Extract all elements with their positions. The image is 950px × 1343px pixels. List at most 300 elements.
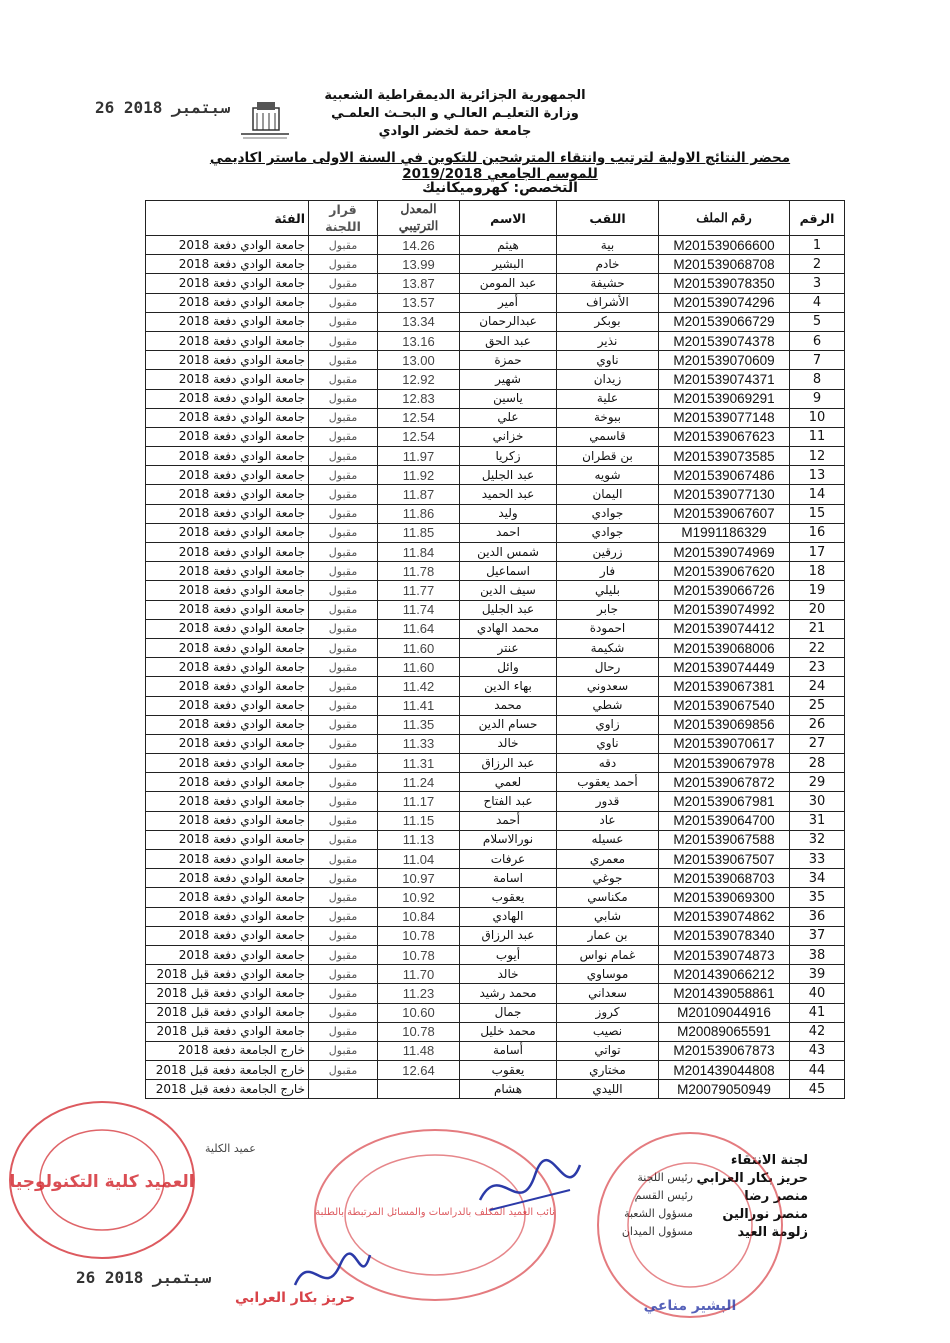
- table-row: [146, 351, 845, 370]
- ranking-average: 11.84: [378, 543, 460, 562]
- committee-decision: مقبول: [309, 907, 378, 926]
- table-row: [146, 792, 845, 811]
- last-name: نصيب: [557, 1022, 659, 1041]
- row-number: 1: [790, 236, 845, 255]
- row-number: 44: [790, 1061, 845, 1080]
- stamp-text-right: البشير مناعي: [643, 1298, 737, 1314]
- category: جامعة الوادي دفعة 2018: [146, 658, 309, 677]
- committee-decision: مقبول: [309, 715, 378, 734]
- row-number: 20: [790, 600, 845, 619]
- category: جامعة الوادي دفعة 2018: [146, 754, 309, 773]
- ranking-average: 11.85: [378, 523, 460, 542]
- ranking-average: 12.64: [378, 1061, 460, 1080]
- file-number: M201439044808: [659, 1061, 790, 1080]
- first-name: نورالاسلام: [460, 830, 557, 849]
- table-row: [146, 236, 845, 255]
- table-row: [146, 965, 845, 984]
- member-name: زلومة العيد: [737, 1225, 808, 1240]
- committee-decision: مقبول: [309, 850, 378, 869]
- first-name: أيوب: [460, 945, 557, 964]
- table-row: [146, 926, 845, 945]
- last-name: جوغي: [557, 869, 659, 888]
- first-name: عنتر: [460, 638, 557, 657]
- row-number: 12: [790, 447, 845, 466]
- last-name: رحال: [557, 658, 659, 677]
- committee-decision: مقبول: [309, 888, 378, 907]
- table-row: [146, 562, 845, 581]
- member-role: مسؤول الميدان: [621, 1225, 693, 1238]
- file-number: M201539067607: [659, 504, 790, 523]
- ranking-average: 11.60: [378, 638, 460, 657]
- signature-name: حريز بكار العرابي: [235, 1290, 356, 1306]
- row-number: 8: [790, 370, 845, 389]
- category: جامعة الوادي دفعة 2018: [146, 485, 309, 504]
- row-number: 11: [790, 427, 845, 446]
- committee-decision: مقبول: [309, 945, 378, 964]
- stamp-text-center: نائب العميد المكلف بالدراسات والمسائل المرتبطة بالطلبة: [315, 1207, 555, 1218]
- last-name: دقه: [557, 754, 659, 773]
- last-name: عسيله: [557, 830, 659, 849]
- last-name: جوادي: [557, 504, 659, 523]
- first-name: زكريا: [460, 447, 557, 466]
- table-row: [146, 331, 845, 350]
- first-name: احمد: [460, 523, 557, 542]
- table-row: [146, 466, 845, 485]
- ranking-average: 10.84: [378, 907, 460, 926]
- file-number: M201439066212: [659, 965, 790, 984]
- file-number: M201539074412: [659, 619, 790, 638]
- table-row: [146, 1061, 845, 1080]
- category: جامعة الوادي دفعة 2018: [146, 619, 309, 638]
- file-number: M201539067620: [659, 562, 790, 581]
- file-number: M201539067981: [659, 792, 790, 811]
- committee-decision: مقبول: [309, 830, 378, 849]
- committee-decision: مقبول: [309, 696, 378, 715]
- first-name: هشام: [460, 1080, 557, 1099]
- file-number: M201539069291: [659, 389, 790, 408]
- row-number: 27: [790, 734, 845, 753]
- category: جامعة الوادي دفعة 2018: [146, 600, 309, 619]
- first-name: هيثم: [460, 236, 557, 255]
- last-name: بوبكر: [557, 312, 659, 331]
- last-name: عاد: [557, 811, 659, 830]
- category: جامعة الوادي دفعة 2018: [146, 926, 309, 945]
- ranking-average: 11.33: [378, 734, 460, 753]
- first-name: بهاء الدين: [460, 677, 557, 696]
- table-row: [146, 504, 845, 523]
- ranking-average: 11.86: [378, 504, 460, 523]
- category: جامعة الوادي دفعة 2018: [146, 255, 309, 274]
- committee-decision: مقبول: [309, 543, 378, 562]
- category: جامعة الوادي دفعة 2018: [146, 274, 309, 293]
- category: جامعة الوادي دفعة 2018: [146, 945, 309, 964]
- ranking-average: 11.04: [378, 850, 460, 869]
- table-row: [146, 485, 845, 504]
- first-name: الهادي: [460, 907, 557, 926]
- last-name: بية: [557, 236, 659, 255]
- ranking-average: 11.23: [378, 984, 460, 1003]
- member-name: حريز بكار العرابي: [696, 1171, 808, 1186]
- last-name: ببوخة: [557, 408, 659, 427]
- row-number: 40: [790, 984, 845, 1003]
- ranking-average: 12.83: [378, 389, 460, 408]
- category: جامعة الوادي دفعة 2018: [146, 792, 309, 811]
- row-number: 18: [790, 562, 845, 581]
- committee-decision: مقبول: [309, 677, 378, 696]
- file-number: M201539067588: [659, 830, 790, 849]
- table-row: [146, 427, 845, 446]
- first-name: اسماعيل: [460, 562, 557, 581]
- last-name: شكيمة: [557, 638, 659, 657]
- category: جامعة الوادي دفعة 2018: [146, 850, 309, 869]
- committee-decision: مقبول: [309, 638, 378, 657]
- file-number: M201539070617: [659, 734, 790, 753]
- ministry-line: وزارة التعليـم العالـي و البحـث العلمـي: [331, 106, 579, 121]
- table-row: [146, 312, 845, 331]
- table-row: [146, 696, 845, 715]
- first-name: عبد الفتاح: [460, 792, 557, 811]
- column-header: اللقب: [557, 201, 659, 236]
- ranking-average: 10.97: [378, 869, 460, 888]
- category: جامعة الوادي دفعة 2018: [146, 677, 309, 696]
- stamp-text-left: العميد كلية التكنولوجيا: [9, 1172, 195, 1192]
- first-name: خزاني: [460, 427, 557, 446]
- last-name: احمودة: [557, 619, 659, 638]
- ranking-average: 13.57: [378, 293, 460, 312]
- table-row: [146, 293, 845, 312]
- row-number: 22: [790, 638, 845, 657]
- first-name: عرفات: [460, 850, 557, 869]
- table-row: [146, 638, 845, 657]
- file-number: M201539074296: [659, 293, 790, 312]
- last-name: كروز: [557, 1003, 659, 1022]
- committee-decision: مقبول: [309, 293, 378, 312]
- file-number: M201539066600: [659, 236, 790, 255]
- table-row: [146, 619, 845, 638]
- first-name: يعقوب: [460, 1061, 557, 1080]
- handwritten-signature: [470, 1150, 590, 1230]
- last-name: نذير: [557, 331, 659, 350]
- column-header: قرار اللجنة: [309, 201, 378, 236]
- row-number: 35: [790, 888, 845, 907]
- committee-decision: مقبول: [309, 773, 378, 792]
- category: جامعة الوادي دفعة 2018: [146, 523, 309, 542]
- first-name: شهير: [460, 370, 557, 389]
- first-name: علي: [460, 408, 557, 427]
- row-number: 2: [790, 255, 845, 274]
- first-name: محمد خليل: [460, 1022, 557, 1041]
- ranking-average: 13.87: [378, 274, 460, 293]
- ranking-average: 12.54: [378, 408, 460, 427]
- table-row: [146, 850, 845, 869]
- file-number: M201539067486: [659, 466, 790, 485]
- last-name: اليمان: [557, 485, 659, 504]
- first-name: محمد الهادي: [460, 619, 557, 638]
- last-name: سعدوني: [557, 677, 659, 696]
- table-row: [146, 888, 845, 907]
- committee-decision: مقبول: [309, 312, 378, 331]
- member-role: رئيس اللجنة: [637, 1171, 693, 1184]
- last-name: مكناسي: [557, 888, 659, 907]
- category: جامعة الوادي دفعة 2018: [146, 466, 309, 485]
- table-row: [146, 907, 845, 926]
- row-number: 19: [790, 581, 845, 600]
- last-name: مختاري: [557, 1061, 659, 1080]
- row-number: 21: [790, 619, 845, 638]
- category: جامعة الوادي دفعة قبل 2018: [146, 1003, 309, 1022]
- ranking-average: 10.78: [378, 945, 460, 964]
- file-number: M201539069856: [659, 715, 790, 734]
- member-role: مسؤول الشعبة: [624, 1207, 693, 1220]
- ranking-average: 11.78: [378, 562, 460, 581]
- ranking-average: 11.41: [378, 696, 460, 715]
- table-header-row: [146, 201, 845, 236]
- ranking-average: 10.78: [378, 926, 460, 945]
- category: جامعة الوادي دفعة قبل 2018: [146, 984, 309, 1003]
- committee-decision: مقبول: [309, 504, 378, 523]
- table-row: [146, 830, 845, 849]
- row-number: 4: [790, 293, 845, 312]
- committee-decision: مقبول: [309, 811, 378, 830]
- file-number: M201539074873: [659, 945, 790, 964]
- table-row: [146, 773, 845, 792]
- table-row: [146, 447, 845, 466]
- first-name: محمد رشيد: [460, 984, 557, 1003]
- row-number: 37: [790, 926, 845, 945]
- table-row: [146, 1022, 845, 1041]
- ranking-average: 10.92: [378, 888, 460, 907]
- file-number: M201539073585: [659, 447, 790, 466]
- table-row: [146, 734, 845, 753]
- file-number: M201539074969: [659, 543, 790, 562]
- committee-decision: مقبول: [309, 965, 378, 984]
- last-name: زرقين: [557, 543, 659, 562]
- category: جامعة الوادي دفعة 2018: [146, 447, 309, 466]
- row-number: 7: [790, 351, 845, 370]
- member-name: منصر نورالين: [722, 1207, 808, 1222]
- file-number: M201539068703: [659, 869, 790, 888]
- column-header: الفئة: [146, 201, 309, 236]
- committee-decision: مقبول: [309, 485, 378, 504]
- last-name: حشيفة: [557, 274, 659, 293]
- category: خارج الجامعة دفعة 2018: [146, 1041, 309, 1060]
- last-name: جوادي: [557, 523, 659, 542]
- row-number: 6: [790, 331, 845, 350]
- table-row: [146, 869, 845, 888]
- university-stamp: [590, 1125, 790, 1325]
- last-name: سعداني: [557, 984, 659, 1003]
- first-name: عبد المومن: [460, 274, 557, 293]
- row-number: 30: [790, 792, 845, 811]
- committee-decision: مقبول: [309, 389, 378, 408]
- committee-decision: مقبول: [309, 600, 378, 619]
- committee-decision: [309, 1080, 378, 1099]
- republic-line: الجمهورية الجزائرية الديمقراطية الشعبية: [324, 88, 586, 103]
- committee-decision: مقبول: [309, 1041, 378, 1060]
- last-name: خادم: [557, 255, 659, 274]
- ranking-average: 13.00: [378, 351, 460, 370]
- committee-decision: مقبول: [309, 619, 378, 638]
- last-name: تواتي: [557, 1041, 659, 1060]
- last-name: علية: [557, 389, 659, 408]
- committee-decision: مقبول: [309, 562, 378, 581]
- row-number: 31: [790, 811, 845, 830]
- first-name: شمس الدين: [460, 543, 557, 562]
- first-name: عبد الحق: [460, 331, 557, 350]
- committee-decision: مقبول: [309, 236, 378, 255]
- row-number: 39: [790, 965, 845, 984]
- table-row: [146, 715, 845, 734]
- table-row: [146, 658, 845, 677]
- category: جامعة الوادي دفعة قبل 2018: [146, 965, 309, 984]
- table-row: [146, 754, 845, 773]
- category: جامعة الوادي دفعة 2018: [146, 543, 309, 562]
- file-number: M201539078340: [659, 926, 790, 945]
- committee-decision: مقبول: [309, 466, 378, 485]
- category: جامعة الوادي دفعة 2018: [146, 715, 309, 734]
- file-number: M201539074371: [659, 370, 790, 389]
- table-row: [146, 811, 845, 830]
- committee-decision: مقبول: [309, 1061, 378, 1080]
- file-number: M201539074992: [659, 600, 790, 619]
- ranking-average: 12.92: [378, 370, 460, 389]
- last-name: بليلي: [557, 581, 659, 600]
- first-name: أحمد: [460, 811, 557, 830]
- committee-decision: مقبول: [309, 754, 378, 773]
- last-name: جابر: [557, 600, 659, 619]
- category: جامعة الوادي دفعة 2018: [146, 888, 309, 907]
- first-name: البشير: [460, 255, 557, 274]
- file-number: M20079050949: [659, 1080, 790, 1099]
- file-number: M201539067872: [659, 773, 790, 792]
- committee-decision: مقبول: [309, 255, 378, 274]
- row-number: 13: [790, 466, 845, 485]
- university-line: جامعة حمة لخضر الوادي: [378, 124, 532, 139]
- file-number: M201539077130: [659, 485, 790, 504]
- last-name: الليدي: [557, 1080, 659, 1099]
- first-name: عبدالرحمان: [460, 312, 557, 331]
- file-number: M201539069300: [659, 888, 790, 907]
- ranking-average: 11.15: [378, 811, 460, 830]
- ranking-average: [378, 1080, 460, 1099]
- committee-decision: مقبول: [309, 447, 378, 466]
- category: جامعة الوادي دفعة 2018: [146, 389, 309, 408]
- category: جامعة الوادي دفعة 2018: [146, 312, 309, 331]
- category: جامعة الوادي دفعة 2018: [146, 408, 309, 427]
- category: جامعة الوادي دفعة 2018: [146, 331, 309, 350]
- table-row: [146, 984, 845, 1003]
- ranking-average: 11.77: [378, 581, 460, 600]
- last-name: ناوي: [557, 351, 659, 370]
- last-name: زاوي: [557, 715, 659, 734]
- results-table: [145, 200, 845, 1099]
- row-number: 16: [790, 523, 845, 542]
- committee-title: لجنة الانتقاء: [730, 1153, 808, 1168]
- row-number: 5: [790, 312, 845, 331]
- ranking-average: 11.24: [378, 773, 460, 792]
- table-row: [146, 1041, 845, 1060]
- table-row: [146, 945, 845, 964]
- committee-decision: مقبول: [309, 658, 378, 677]
- file-number: M201439058861: [659, 984, 790, 1003]
- first-name: محمد: [460, 696, 557, 715]
- category: جامعة الوادي دفعة 2018: [146, 696, 309, 715]
- committee-decision: مقبول: [309, 351, 378, 370]
- ranking-average: 10.78: [378, 1022, 460, 1041]
- last-name: معمري: [557, 850, 659, 869]
- ranking-average: 10.60: [378, 1003, 460, 1022]
- last-name: شطي: [557, 696, 659, 715]
- first-name: عبد الرزاق: [460, 754, 557, 773]
- row-number: 23: [790, 658, 845, 677]
- category: جامعة الوادي دفعة 2018: [146, 907, 309, 926]
- last-name: شويه: [557, 466, 659, 485]
- last-name: زيدان: [557, 370, 659, 389]
- row-number: 33: [790, 850, 845, 869]
- committee-decision: مقبول: [309, 869, 378, 888]
- university-logo: [235, 98, 295, 143]
- first-name: عبد الحميد: [460, 485, 557, 504]
- last-name: غمام نواس: [557, 945, 659, 964]
- table-row: [146, 370, 845, 389]
- first-name: أسامة: [460, 1041, 557, 1060]
- table-row: [146, 274, 845, 293]
- ranking-average: 11.17: [378, 792, 460, 811]
- committee-decision: مقبول: [309, 274, 378, 293]
- file-number: M201539067623: [659, 427, 790, 446]
- ranking-average: 11.97: [378, 447, 460, 466]
- first-name: خالد: [460, 965, 557, 984]
- ranking-average: 11.87: [378, 485, 460, 504]
- category: جامعة الوادي دفعة 2018: [146, 370, 309, 389]
- category: جامعة الوادي دفعة 2018: [146, 869, 309, 888]
- last-name: فار: [557, 562, 659, 581]
- last-name: بن عمار: [557, 926, 659, 945]
- last-name: ناوي: [557, 734, 659, 753]
- category: جامعة الوادي دفعة 2018: [146, 830, 309, 849]
- committee-decision: مقبول: [309, 792, 378, 811]
- row-number: 32: [790, 830, 845, 849]
- date-stamp-bottom: 26 سبتمبر 2018: [76, 1268, 211, 1287]
- committee-decision: مقبول: [309, 1003, 378, 1022]
- first-name: ياسين: [460, 389, 557, 408]
- ranking-average: 11.48: [378, 1041, 460, 1060]
- first-name: يعقوب: [460, 888, 557, 907]
- member-name: منصر رضا: [744, 1189, 808, 1204]
- member-role: رئيس القسم: [634, 1189, 693, 1202]
- ranking-average: 11.35: [378, 715, 460, 734]
- last-name: قدور: [557, 792, 659, 811]
- ranking-average: 11.31: [378, 754, 460, 773]
- category: جامعة الوادي دفعة 2018: [146, 638, 309, 657]
- category: جامعة الوادي دفعة 2018: [146, 293, 309, 312]
- committee-decision: مقبول: [309, 427, 378, 446]
- row-number: 26: [790, 715, 845, 734]
- row-number: 43: [790, 1041, 845, 1060]
- file-number: M201539066729: [659, 312, 790, 331]
- table-row: [146, 523, 845, 542]
- row-number: 24: [790, 677, 845, 696]
- row-number: 17: [790, 543, 845, 562]
- specialty-label: التخصص: كهروميكانيك: [422, 180, 578, 196]
- first-name: جمال: [460, 1003, 557, 1022]
- committee-decision: مقبول: [309, 370, 378, 389]
- last-name: بن قطران: [557, 447, 659, 466]
- file-number: M201539067540: [659, 696, 790, 715]
- row-number: 34: [790, 869, 845, 888]
- table-row: [146, 677, 845, 696]
- file-number: M1991186329: [659, 523, 790, 542]
